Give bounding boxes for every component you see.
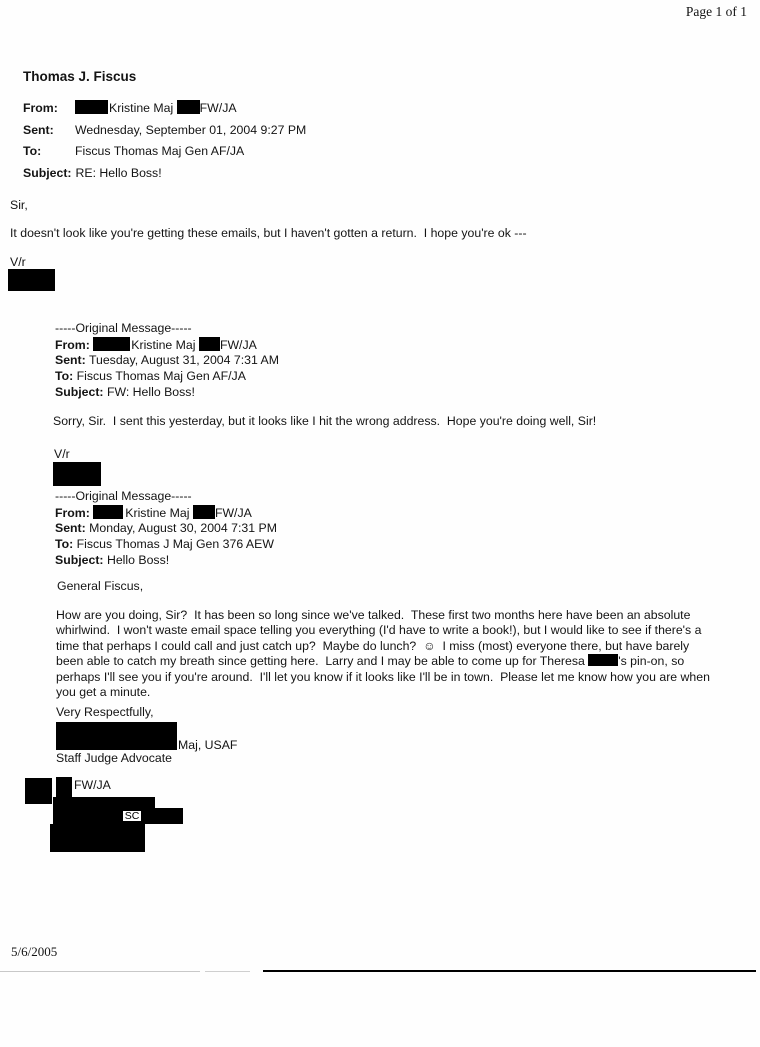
signature-title: Staff Judge Advocate xyxy=(56,751,172,765)
sent-value: Tuesday, August 31, 2004 7:31 AM xyxy=(88,353,280,368)
email2-from-row xyxy=(55,337,279,354)
sent-label: Sent: xyxy=(55,521,86,536)
email2-sent-row xyxy=(55,353,279,369)
body-line-post: 's pin-on, so xyxy=(618,654,685,669)
from-org: FW/JA xyxy=(214,505,252,520)
to-label: To: xyxy=(55,537,74,552)
to-label: To: xyxy=(55,369,74,384)
redaction-box xyxy=(75,100,108,114)
sent-value: Wednesday, September 01, 2004 9:27 PM xyxy=(75,122,307,137)
body-line: you get a minute. xyxy=(56,685,151,700)
from-label: From: xyxy=(55,337,90,352)
from-org: FW/JA xyxy=(199,101,237,115)
signature-org: FW/JA xyxy=(74,778,111,792)
signature-rank: Maj, USAF xyxy=(178,738,238,752)
to-value: Fiscus Thomas Maj Gen AF/JA xyxy=(76,369,246,384)
footer-rule xyxy=(263,970,756,972)
redaction-box xyxy=(53,462,101,486)
email3-sent-row xyxy=(55,521,277,537)
page-number: Page 1 of 1 xyxy=(685,4,747,19)
footer-rule-faint xyxy=(0,971,200,972)
email3-header xyxy=(55,489,277,569)
redaction-box xyxy=(56,777,72,797)
sent-value: Monday, August 30, 2004 7:31 PM xyxy=(89,521,277,536)
original-message-divider: -----Original Message----- xyxy=(55,321,192,335)
redaction-box xyxy=(25,778,52,804)
email1-greeting: Sir, xyxy=(10,198,28,212)
subject-label: Subject: xyxy=(23,166,72,181)
from-label: From: xyxy=(23,101,58,115)
body-line-pre: been able to catch my breath since getting here. Larry and I may be able to come up for Theresa xyxy=(56,654,589,669)
to-value: Fiscus Thomas Maj Gen AF/JA xyxy=(75,144,245,159)
subject-value: RE: Hello Boss! xyxy=(75,166,162,181)
body-line: time that perhaps I could call and just catch up? Maybe do lunch? ☺ I miss (most) everyone there, but have barely xyxy=(56,638,690,653)
email1-body: It doesn't look like you're getting these emails, but I haven't gotten a return. I hope you're ok --- xyxy=(10,226,527,240)
redaction-box xyxy=(53,808,183,824)
email3-body xyxy=(56,608,756,700)
footer-rule-faint xyxy=(205,971,250,972)
redaction-box xyxy=(93,337,130,351)
email1-header xyxy=(23,98,306,185)
subject-label: Subject: xyxy=(55,552,104,567)
email1-sent-row xyxy=(23,120,306,142)
sent-label: Sent: xyxy=(23,122,54,137)
email1-from-row xyxy=(23,98,306,120)
email3-greeting: General Fiscus, xyxy=(57,579,144,593)
email2-header xyxy=(55,321,279,401)
email3-from-row xyxy=(55,505,277,522)
from-name: Kristine Maj xyxy=(131,337,196,352)
from-value xyxy=(75,98,237,120)
redaction-box xyxy=(50,824,145,852)
email3-subject-row xyxy=(55,553,277,569)
redaction-box xyxy=(8,269,55,291)
email2-signoff: V/r xyxy=(54,447,70,461)
body-line: perhaps I'll see you if you're around. I'll let you know if it looks like I'll be in town. Please let me know how you are when xyxy=(56,669,710,684)
email1-subject-row xyxy=(23,163,306,185)
redaction-box xyxy=(193,505,215,519)
redaction-box xyxy=(588,654,618,666)
email3-to-row xyxy=(55,537,277,553)
to-value: Fiscus Thomas J Maj Gen 376 AEW xyxy=(76,537,274,552)
body-line: How are you doing, Sir? It has been so long since we've talked. These first two months here have been an absolute xyxy=(56,608,691,622)
from-name: Kristine Maj xyxy=(125,505,190,520)
body-line xyxy=(56,654,756,669)
sent-label: Sent: xyxy=(55,353,86,368)
from-org: FW/JA xyxy=(219,337,257,352)
email2-to-row xyxy=(55,369,279,385)
to-label: To: xyxy=(23,144,42,159)
email1-to-row xyxy=(23,141,306,163)
subject-label: Subject: xyxy=(55,384,104,399)
page-title: Thomas J. Fiscus xyxy=(23,69,137,84)
subject-value: Hello Boss! xyxy=(106,552,170,567)
original-message-divider: -----Original Message----- xyxy=(55,489,192,503)
redaction-box xyxy=(56,722,177,750)
redaction-box xyxy=(199,337,220,351)
from-label: From: xyxy=(55,505,90,520)
redaction-box xyxy=(93,505,123,519)
email2-body: Sorry, Sir. I sent this yesterday, but it looks like I hit the wrong address. Hope you're doing well, Sir! xyxy=(53,414,597,428)
body-line: whirlwind. I won't waste email space telling you everything (I'd have to write a book!), but I would like to see if there's a xyxy=(56,623,702,638)
redaction-box xyxy=(177,100,200,114)
from-name: Kristine Maj xyxy=(109,101,174,115)
email1-signoff: V/r xyxy=(10,255,26,269)
footer-date: 5/6/2005 xyxy=(11,944,58,959)
email3-closing: Very Respectfully, xyxy=(56,705,154,719)
sc-label: SC xyxy=(121,809,143,823)
email2-subject-row xyxy=(55,385,279,401)
subject-value: FW: Hello Boss! xyxy=(106,384,195,399)
